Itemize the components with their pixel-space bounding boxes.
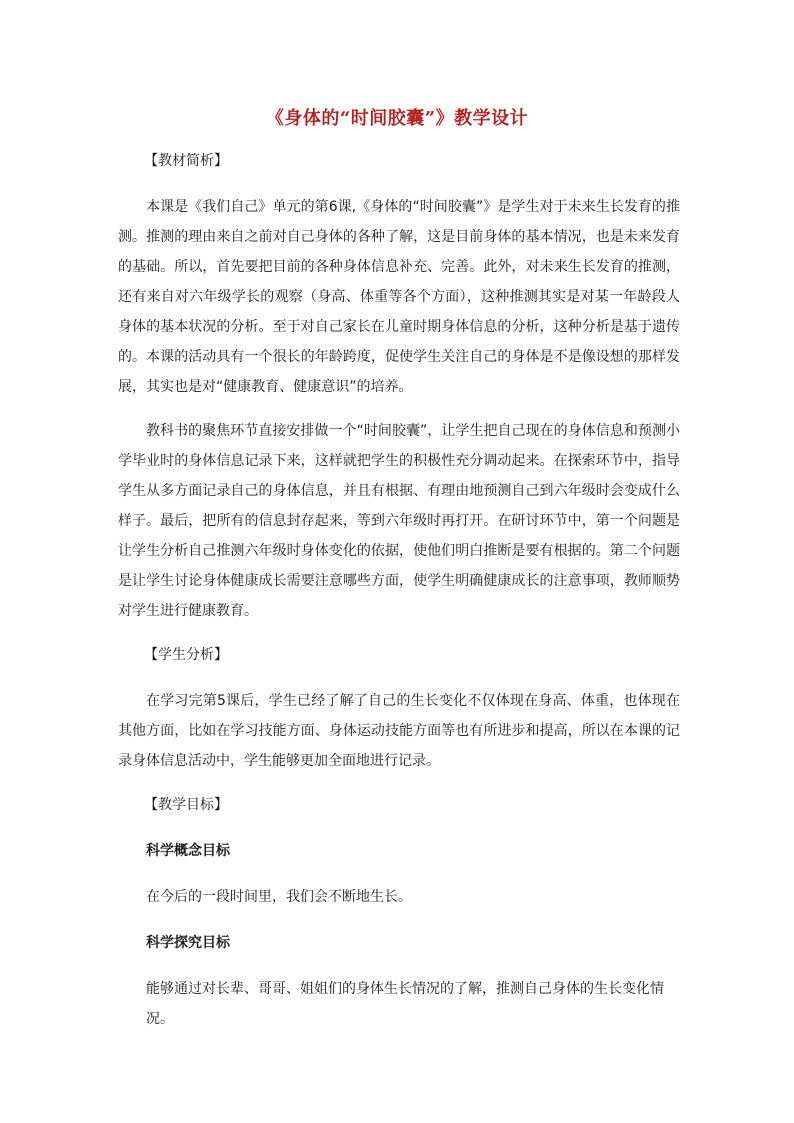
document-body: [118, 146, 680, 1027]
document-title: 《身体的“时间胶囊”》教学设计: [265, 108, 529, 129]
subheading-science-concept: 科学概念目标: [146, 843, 230, 859]
student-analysis-paragraph: 在学习完第5课后，学生已经了解了自己的生长变化不仅体现在身高、体重，也体现在其他方面，比如在学习技能方面、身体运动技能方面等也有所进步和提高，所以在本课的记录身体信息活动中，学生能够更加全面地进行记录。: [118, 693, 680, 769]
science-concept-text: 在今后的一段时间里，我们会不断地生长。: [146, 889, 412, 905]
textbook-analysis-paragraph-1: 本课是《我们自己》单元的第6课,《身体的“时间胶囊”》是学生对于未来生长发育的推测。推测的理由来自之前对自己身体的各种了解，这是目前身体的基本情况，也是未来发育的基础。所以，首先要把目前的各种身体信息补充、完善。此外，对未来生长发育的推测，还有来自对六年级学长的观察（身高、体重等各个方面），这种推测其实是对某一年龄段人身体的基本状况的分析。至于对自己家长在儿童时期身体信息的分析，这种分析是基于遗传的。本课的活动具有一个很长的年龄跨度，促使学生关注自己的身体是不是像设想的那样发展，其实也是对“健康教育、健康意识”的培养。: [118, 199, 680, 395]
textbook-analysis-paragraph-2: 教科书的聚焦环节直接安排做一个“时间胶囊”，让学生把自己现在的身体信息和预测小学毕业时的身体信息记录下来，这样就把学生的积极性充分调动起来。在探索环节中，指导学生从多方面记录自己的身体信息，并且有根据、有理由地预测自己到六年级时会变成什么样子。最后，把所有的信息封存起来，等到六年级时再打开。在研讨环节中，第一个问题是让学生分析自己推测六年级时身体变化的依据，使他们明白推断是要有根据的。第二个问题是让学生讨论身体健康成长需要注意哪些方面，使学生明确健康成长的注意事项，教师顺势对学生进行健康教育。: [118, 423, 680, 619]
science-inquiry-text: 能够通过对长辈、哥哥、姐姐们的身体生长情况的了解，推测自己身体的生长变化情况。: [146, 981, 664, 1027]
subheading-science-inquiry: 科学探究目标: [146, 935, 230, 951]
section-heading-teaching-objectives: 【教学目标】: [144, 797, 228, 813]
section-heading-student-analysis: 【学生分析】: [144, 647, 228, 663]
section-heading-textbook-analysis: 【教材简析】: [144, 153, 228, 169]
